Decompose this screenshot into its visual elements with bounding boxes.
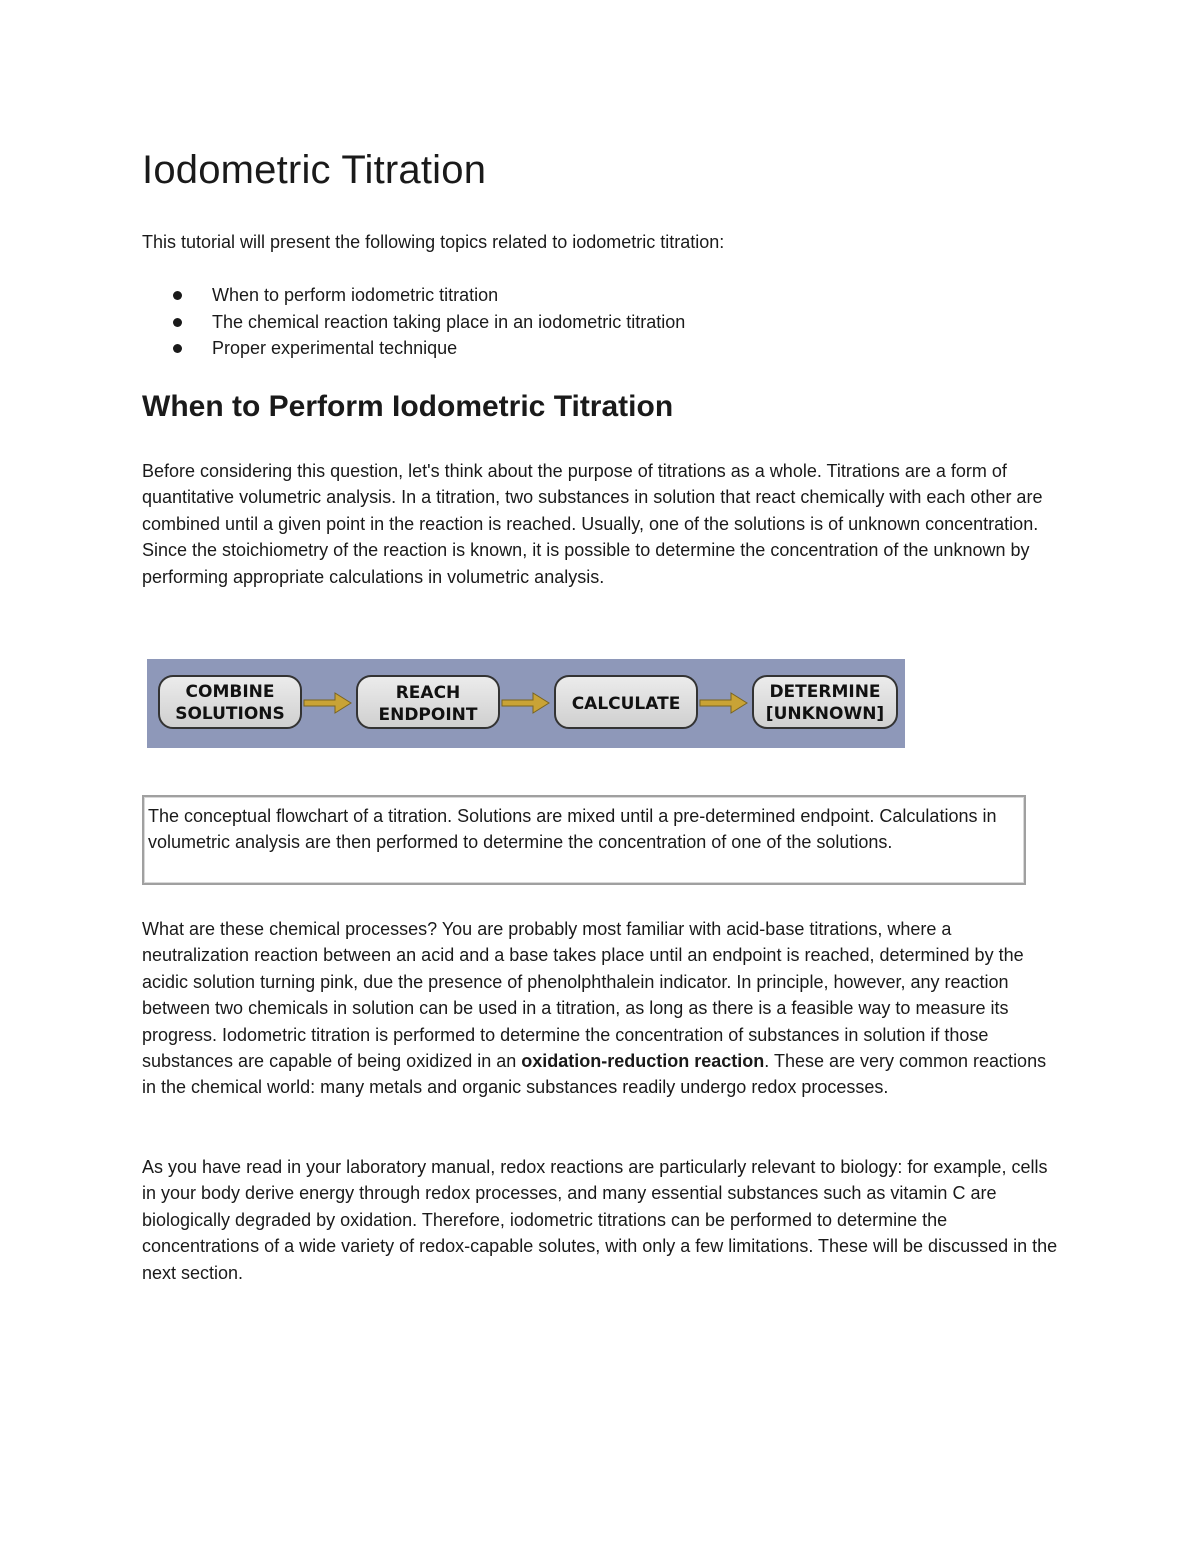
list-item	[142, 335, 685, 362]
paragraph-chemical-processes	[142, 916, 1062, 1101]
arrow-right-icon	[700, 693, 747, 713]
flow-box-combine-line1: COMBINE	[185, 682, 275, 702]
topics-list	[142, 282, 685, 362]
titration-flowchart	[147, 659, 905, 748]
arrow-right-icon	[502, 693, 549, 713]
flow-box-calculate-line1: CALCULATE	[571, 694, 681, 714]
flow-box-reach-line2: ENDPOINT	[378, 705, 478, 725]
list-item	[142, 309, 685, 336]
flow-box-determine-line2: [UNKNOWN]	[765, 704, 885, 724]
flow-box-reach-line1: REACH	[395, 683, 461, 703]
flowchart-graphic	[147, 659, 905, 748]
page-title: Iodometric Titration	[142, 148, 487, 192]
bullet-icon	[173, 318, 182, 327]
bullet-icon	[173, 344, 182, 353]
paragraph-text: What are these chemical processes? You are probably most familiar with acid-base titrations, where a neutralization reaction between an acid and a base takes place until an endpoint is reached, determined by the acidic solution turning pink, due the presence of phenolphthalein indicator. In principle, however, any reaction between two chemicals in solution can be used in a titration, as long as there is a feasible way to measure its progress. Iodometric titration is performed to determine the concentration of substances in solution if those substances are capable of being oxidized in an	[142, 919, 1024, 1072]
topic-text: When to perform iodometric titration	[212, 285, 499, 305]
intro-text: This tutorial will present the following topics related to iodometric titration:	[142, 232, 725, 252]
bold-term: oxidation-reduction reaction	[521, 1051, 765, 1072]
flow-box-determine-line1: DETERMINE	[769, 682, 881, 702]
flow-box-combine-line2: SOLUTIONS	[175, 704, 285, 724]
flowchart-caption: The conceptual flowchart of a titration. Solutions are mixed until a pre-determined endpoint. Calculations in volumetric analysis are then performed to determine the concentration of one of the solutions.	[142, 795, 1026, 885]
paragraph-biology: As you have read in your laboratory manual, redox reactions are particularly relevant to biology: for example, cells in your body derive energy through redox processes, and many essential substances such as vitamin C are biologically degraded by oxidation. Therefore, iodometric titrations can be performed to determine the concentrations of a wide variety of redox-capable solutes, with only a few limitations. These will be discussed in the next section.	[142, 1157, 1058, 1283]
topic-text: The chemical reaction taking place in an iodometric titration	[212, 311, 686, 332]
paragraph-text: . These are very common reactions in the chemical world: many metals and organic substances readily undergo redox processes.	[142, 1051, 1047, 1098]
section-heading: When to Perform Iodometric Titration	[142, 390, 674, 423]
topic-text: Proper experimental technique	[212, 338, 458, 358]
arrow-right-icon	[304, 693, 351, 713]
list-item	[142, 282, 685, 309]
bullet-icon	[173, 291, 182, 300]
paragraph-purpose: Before considering this question, let's think about the purpose of titrations as a whole. Titrations are a form of quantitative volumetric analysis. In a titration, two substances in solution that react chemically with each other are combined until a given point in the reaction is reached. Usually, one of the solutions is of unknown concentration. Since the stoichiometry of the reaction is known, it is possible to determine the concentration of the unknown by performing appropriate calculations in volumetric analysis.	[142, 461, 1043, 587]
